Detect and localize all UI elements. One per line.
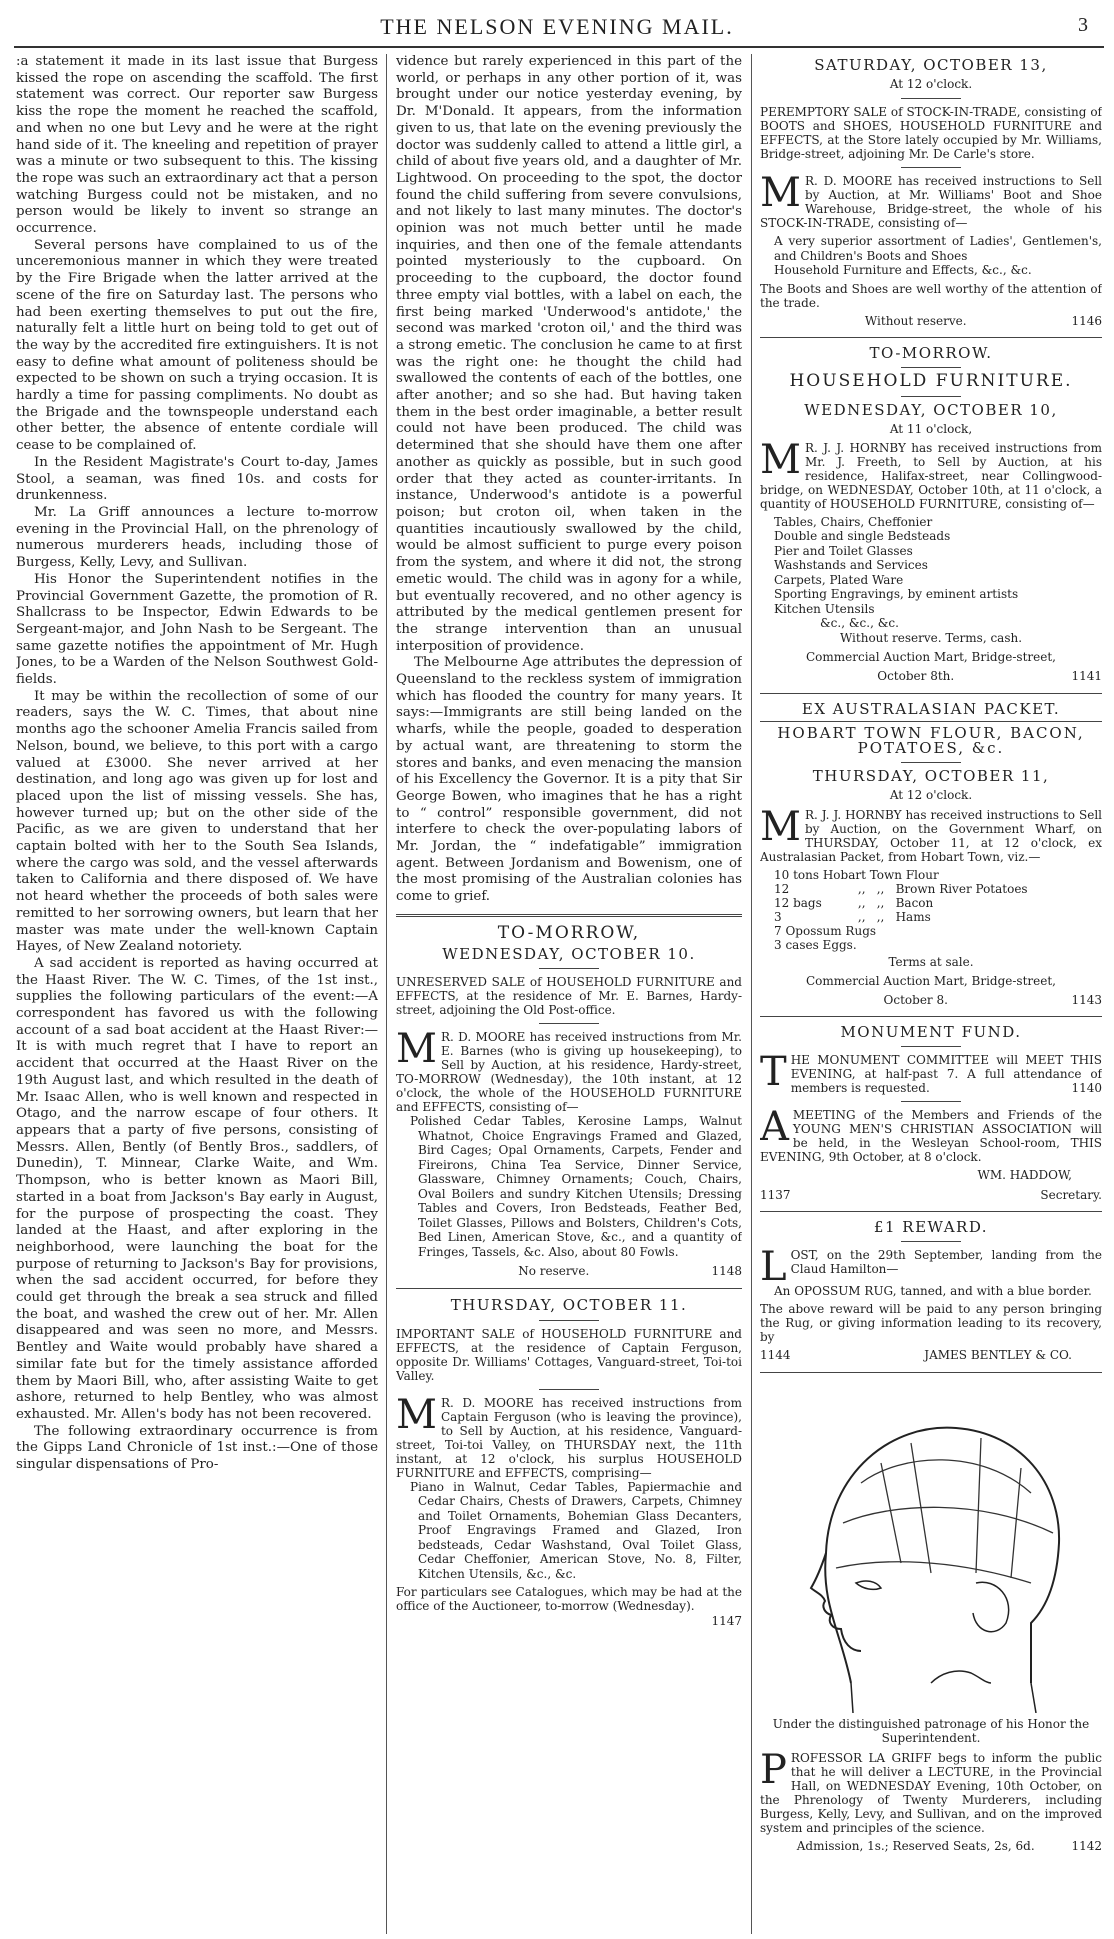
- advert-number: 1137: [760, 1187, 791, 1202]
- advert-item: Carpets, Plated Ware: [774, 572, 904, 587]
- advert-note: The Boots and Shoes are well worthy of the attention of the trade.: [760, 281, 1102, 310]
- news-paragraph: Mr. La Griff announces a lecture to-morrow evening in the Provincial Hall, on the phrenology of numerous murderers heads, including those of Burgess, Kelly, Levy, and Sullivan.: [16, 504, 378, 571]
- advert-dated: October 8th.: [877, 669, 955, 684]
- advert-ymca-meeting: [760, 1104, 1102, 1202]
- news-paragraph: His Honor the Superintendent notifies in the Provincial Government Gazette, the promotion of R. Shallcrass to be Inspector, Edwin Edwards to be Sergeant-major, and John Nash to be Sergeant. The same gazette notifies the appointment of Mr. Hugh Jones, to be a Warden of the Nelson Southwest Gold-fields.: [16, 571, 378, 688]
- table-row: [774, 938, 1102, 952]
- advert-ferguson-sale: [396, 1297, 742, 1630]
- drop-cap: L: [760, 1243, 787, 1290]
- advert-date: THURSDAY, OCTOBER 11,: [812, 767, 1050, 786]
- section-rule: [760, 1016, 1102, 1017]
- table-cell: Bacon: [895, 895, 934, 910]
- advert-household-furniture: [760, 346, 1102, 684]
- advert-date: THURSDAY, OCTOBER 11.: [450, 1295, 688, 1314]
- advert-body: R. J. J. HORNBY has received instructions to Sell by Auction, on the Government Wharf, on THURSDAY, October 11, at 12 o'clock, ex Australasian Packet, from Hobart Town, viz.—: [760, 807, 1102, 864]
- phrenology-head-illustration: [781, 1383, 1081, 1713]
- section-rule: [760, 1211, 1102, 1212]
- advert-heading: MONUMENT FUND.: [840, 1023, 1022, 1042]
- advert-item: A very superior assortment of Ladies', Gentlemen's, and Children's Boots and Shoes: [774, 234, 1102, 263]
- short-rule: [539, 1320, 599, 1321]
- advert-reward: [760, 1217, 1102, 1364]
- advert-time: At 12 o'clock.: [889, 788, 973, 803]
- section-rule: [760, 721, 1102, 722]
- table-row: [774, 910, 1102, 924]
- section-rule: [396, 914, 742, 917]
- advert-note: The above reward will be paid to any person bringing the Rug, or giving information leading to its recovery, by: [760, 1302, 1102, 1345]
- advert-item: Sporting Engravings, by eminent artists: [774, 587, 1019, 602]
- table-row: [774, 882, 1102, 896]
- advert-terms: Terms at sale.: [888, 954, 974, 969]
- table-cell: Hams: [895, 909, 931, 924]
- admission-prices: Admission, 1s.; Reserved Seats, 2s, 6d.: [796, 1838, 1035, 1853]
- advert-body: R. J. J. HORNBY has received instructions from Mr. J. Freeth, to Sell by Auction, at his residence, Halifax-street, near Collingwood-bridge, on WEDNESDAY, October 10th, at 11 o'clock, a quantity of HOUSEHOLD FURNITURE, consisting of—: [760, 440, 1102, 511]
- advert-footer: [760, 993, 1102, 1008]
- column-divider: [751, 54, 752, 1934]
- drop-cap: P: [760, 1746, 787, 1793]
- advert-item: Household Furniture and Effects, &c., &c.: [774, 263, 1032, 278]
- advert-number: 1146: [1071, 313, 1102, 328]
- news-paragraph: It may be within the recollection of some of our readers, says the W. C. Times, that about nine months ago the schooner Amelia Francis sailed from Nelson, bound, we believe, to this port with a cargo valued at £3000. She never arrived at her destination, and long ago was given up for lost and placed upon the list of missing vessels. She has, however turned up; but on the other side of the Pacific, as we are given to understand that her captain bolted with her to the South Sea Islands, where the cargo was sold, and the vessel afterwards taken to California and there disposed of. We have not heard whether the proceeds of both sales were remitted to her sorrowing owners, but learn that her master was mate under the well-known Captain Hayes, of New Zealand notoriety.: [16, 688, 378, 955]
- short-rule: [539, 1023, 599, 1024]
- illustration-caption: Under the distinguished patronage of his Honor the Superintendent.: [772, 1716, 1090, 1745]
- advert-body: MEETING of the Members and Friends of the YOUNG MEN'S CHRISTIAN ASSOCIATION will be held, in the Wesleyan School-room, THIS EVENING, 9th October, at 8 o'clock.: [760, 1108, 1102, 1165]
- advert-footer: [760, 1839, 1102, 1854]
- advert-footer: [760, 669, 1102, 684]
- short-rule: [539, 1389, 599, 1390]
- advert-terms: Without reserve. Terms, cash.: [839, 630, 1023, 645]
- advert-number: 1144: [760, 1348, 791, 1363]
- table-cell: 3 cases Eggs.: [774, 937, 857, 952]
- table-cell: 7 Opossum Rugs: [774, 923, 877, 938]
- advert-number: 1143: [1071, 992, 1102, 1007]
- advert-role: Secretary.: [1040, 1187, 1102, 1202]
- advert-phrenology-lecture: [760, 1383, 1102, 1854]
- advert-date: WEDNESDAY, OCTOBER 10,: [804, 400, 1058, 419]
- advert-lead: PEREMPTORY SALE of STOCK-IN-TRADE, consisting of BOOTS and SHOES, HOUSEHOLD FURNITURE and EFFECTS, at the Store lately occupied by Mr. Williams, Bridge-street, adjoining Mr. De Carle's store.: [760, 105, 1102, 162]
- advert-lead: IMPORTANT SALE of HOUSEHOLD FURNITURE and EFFECTS, at the residence of Captain Ferguson, opposite Dr. Williams' Cottages, Vanguard-street, Toi-toi Valley.: [396, 1326, 742, 1383]
- table-cell: Brown River Potatoes: [895, 881, 1028, 896]
- advert-place: Commercial Auction Mart, Bridge-street,: [805, 973, 1056, 988]
- advert-number: 1142: [1071, 1838, 1102, 1853]
- advert-title: HOBART TOWN FLOUR, BACON, POTATOES, &c.: [777, 723, 1085, 757]
- table-row: [774, 868, 1102, 882]
- news-paragraph: vidence but rarely experienced in this part of the world, or perhaps in any other portion of it, was brought under our notice yesterday evening, by Dr. M'Donald. It appears, from the information given to us, that late on the evening previously the doctor was suddenly called to attend a little girl, a child of about five years old, and a daughter of Mr. Lightwood. On proceeding to the spot, the doctor found the child suffering from severe convulsions, and not likely to last many minutes. The doctor's opinion was not much better until he made inquiries, and then one of the female attendants pointed mysteriously to the cupboard. On proceeding to the cupboard, the doctor found three empty vial bottles, with a label on each, the first being marked 'Underwood's antidote,' the second was marked 'croton oil,' and the third was a strong emetic. The conclusion he came to at first was the right one: he thought the child had swallowed the contents of each of the bottles, one after another; and so she had. But having taken them in the best order imaginable, a better result could not have been produced. The child was determined that she should have them one after another as quickly as possible, but in such good order that they acted as counter-irritants. In instance, Underwood's antidote is a powerful poison; but croton oil, when taken in the quantities incautiously swallowed by the child, would be almost sufficient to purge every poison from the system, and where it did not, the strong emetic would. The child was in agony for a while, but eventually recovered, and no other agency is attributed by the medical gentlemen present for the strange intervention than an unusual interposition of providence.: [396, 54, 742, 654]
- advert-body: R. D. MOORE has received instructions from Mr. E. Barnes (who is giving up housekeeping), to Sell by Auction, at his residence, Hardy-street, TO-MORROW (Wednesday), the 10th instant, at 12 o'clock, the whole of the HOUSEHOLD FURNITURE and EFFECTS, consisting of—: [396, 1030, 742, 1115]
- advert-number: 1140: [1071, 1081, 1102, 1096]
- advert-item: Kitchen Utensils: [774, 601, 875, 616]
- advert-column: [760, 54, 1102, 1932]
- advert-date: SATURDAY, OCTOBER 13,: [814, 56, 1048, 74]
- masthead: [0, 0, 1114, 44]
- news-paragraph: The Melbourne Age attributes the depression of Queensland to the reckless system of immigration which has flooded the country for many years. It says:—Immigrants are still being landed on the wharfs, while the people, goaded to desperation by actual want, are threatening to storm the stores and banks, and even menacing the mansion of his Excellency the Governor. It is a pity that Sir George Bowen, who imagines that he has a right to “ control” responsible government, did not interfere to check the over-populating labors of Mr. Jordan, the “ indefatigable” immigration agent. Between Jordanism and Bowenism, one of the most promising of the Australian colonies has come to grief.: [396, 655, 742, 905]
- advert-date: WEDNESDAY, OCTOBER 10.: [442, 944, 696, 963]
- advert-monument-fund: [760, 1025, 1102, 1095]
- advert-item: &c., &c., &c.: [820, 616, 899, 631]
- advert-signer: JAMES BENTLEY & CO.: [924, 1348, 1072, 1363]
- section-rule: [760, 1372, 1102, 1373]
- drop-cap: M: [396, 1026, 437, 1073]
- advert-item: Washstands and Services: [774, 558, 928, 573]
- news-paragraph: A sad accident is reported as having occurred at the Haast River. The W. C. Times, of the 1st inst., supplies the following particulars of the event:—A correspondent has favored us with the following account of a sad boat accident at the Haast River:—It is with much regret that I have to report an accident that occurred at the Haast River on the 19th August last, and which resulted in the death of Mr. Isaac Allen, who is well known and respected in Otago, and the narrow escape of four others. It appears that a party of five persons, consisting of Messrs. Allen, Bently (of Bently Bros., saddlers, of Dunedin), T. Minnear, Clarke Waite, and Wm. Thompson, who is better known as Maori Bill, started in a boat from Jackson's Bay early in August, for the purpose of prospecting the coast. They landed at the Haast, and after exploring in the neighborhood, were launching the boat for the purpose of returning to Jackson's Bay for provisions, when the sad accident occurred, for before they could get through the break a sea struck and filled the boat, and washed the crew out of her. Mr. Allen disappeared and was seen no more, and Messrs. Bentley and Waite would probably have shared a similar fate but for the timely assistance afforded them by Maori Bill, who, after assisting Waite to get ashore, returned to help Bentley, who was almost exhausted. Mr. Allen's body has not been recovered.: [16, 955, 378, 1422]
- advert-item: Tables, Chairs, Cheffonier: [774, 514, 933, 529]
- advert-body: R. D. MOORE has received instructions from Captain Ferguson (who is leaving the province), to Sell by Auction, at his residence, Vanguard-street, Toi-toi Valley, on THURSDAY next, the 11th instant, at 12 o'clock, his surplus HOUSEHOLD FURNITURE and EFFECTS, comprising—: [396, 1395, 742, 1480]
- advert-heading: TO-MORROW,: [497, 922, 641, 943]
- drop-cap: M: [760, 170, 801, 217]
- advert-footer: [760, 1348, 1102, 1363]
- advert-body: HE MONUMENT COMMITTEE will MEET THIS EVENING, at half-past 7. A full attendance of members is requested.: [790, 1053, 1102, 1096]
- advert-lead: UNRESERVED SALE of HOUSEHOLD FURNITURE and EFFECTS, at the residence of Mr. E. Barnes, Hardy-street, adjoining the Old Post-office.: [396, 975, 742, 1018]
- table-cell: 3: [774, 909, 782, 924]
- news-column-1: [16, 54, 378, 1932]
- advert-title: HOUSEHOLD FURNITURE.: [789, 371, 1073, 392]
- masthead-rule: [14, 46, 1104, 48]
- advert-item: An OPOSSUM RUG, tanned, and with a blue border.: [774, 1283, 1092, 1298]
- advert-time: At 11 o'clock,: [889, 421, 973, 436]
- drop-cap: M: [760, 803, 801, 850]
- drop-cap: M: [396, 1391, 437, 1438]
- news-column-2: [396, 54, 742, 1932]
- advert-body: ROFESSOR LA GRIFF begs to inform the public that he will deliver a LECTURE, in the Provincial Hall, on WEDNESDAY Evening, 10th October, on the Phrenology of Twenty Murderers, including Burgess, Kelly, Levy, and Sullivan, and on the improved system and principles of the science.: [760, 1750, 1102, 1835]
- short-rule: [901, 1241, 961, 1242]
- advert-number: 1141: [1071, 669, 1102, 684]
- advert-heading: EX AUSTRALASIAN PACKET.: [801, 699, 1061, 718]
- advert-item: Pier and Toilet Glasses: [774, 543, 913, 558]
- advert-heading: TO-MORROW.: [869, 344, 993, 363]
- table-cell: 10 tons Hobart Town Flour: [774, 867, 939, 882]
- reserve-note: No reserve.: [518, 1264, 590, 1279]
- news-paragraph: In the Resident Magistrate's Court to-day, James Stool, a seaman, was fined 10s. and costs for drunkenness.: [16, 454, 378, 504]
- advert-heading: £1 REWARD.: [873, 1217, 989, 1236]
- advert-foot-note: For particulars see Catalogues, which may be had at the office of the Auctioneer, to-morrow (Wednesday).: [396, 1585, 742, 1614]
- short-rule: [901, 98, 961, 99]
- news-paragraph: The following extraordinary occurrence is from the Gipps Land Chronicle of 1st inst.:—One of those singular dispensations of Pro-: [16, 1423, 378, 1473]
- short-rule: [539, 968, 599, 969]
- advert-number: 1147: [711, 1614, 742, 1629]
- table-row: [774, 896, 1102, 910]
- short-rule: [901, 762, 961, 763]
- advert-items: Polished Cedar Tables, Kerosine Lamps, Walnut Whatnot, Choice Engravings Framed and Glazed, Bird Cages; Opal Ornaments, Carpets, Fender and Fireirons, China Tea Service, Dinner Service, Glassware, Chimney Ornaments; Couch, Chairs, Oval Boilers and sundry Kitchen Utensils; Dressing Tables and Covers, Iron Bedsteads, Feather Bed, Toilet Glasses, Pillows and Bolsters, Children's Cots, Bed Linen, American Stove, &c., and a quantity of Fringes, Tassels, &c. Also, about 80 Fowls.: [410, 1114, 742, 1259]
- short-rule: [901, 1046, 961, 1047]
- table-cell: ,,: [857, 881, 866, 896]
- advert-hobart-flour: [760, 699, 1102, 1009]
- table-cell: ,,: [876, 881, 885, 896]
- advert-barnes-sale: [396, 922, 742, 1280]
- section-rule: [760, 337, 1102, 338]
- short-rule: [901, 367, 961, 368]
- column-divider: [386, 54, 387, 1934]
- section-rule: [760, 693, 1102, 694]
- advert-footer: [760, 314, 1102, 329]
- reserve-note: Without reserve.: [864, 313, 967, 328]
- advert-signer: WM. HADDOW,: [977, 1168, 1072, 1183]
- drop-cap: A: [760, 1104, 789, 1151]
- table-cell: ,,: [857, 909, 866, 924]
- page-number: 3: [1078, 14, 1088, 36]
- news-paragraph: Several persons have complained to us of the unceremonious manner in which they were treated by the Fire Brigade when the latter arrived at the scene of the fire on Saturday last. The persons who had been exerting themselves to put out the fire, naturally felt a little hurt on being told to get out of the way by the accredited fire extinguishers. It is not easy to define what amount of politeness should be expected to be shown on such a trying occasion. It is hardly a time for passing compliments. No doubt as the Brigade and the townspeople understand each other better, the absence of entente cordiale will cease to be complained of.: [16, 237, 378, 454]
- short-rule: [901, 1101, 961, 1102]
- table-cell: 12: [774, 881, 790, 896]
- goods-table: [774, 868, 1102, 952]
- drop-cap: T: [760, 1049, 787, 1096]
- newspaper-title: THE NELSON EVENING MAIL.: [380, 14, 734, 39]
- advert-body: OST, on the 29th September, landing from the Claud Hamilton—: [790, 1247, 1102, 1276]
- news-paragraph: :a statement it made in its last issue that Burgess kissed the rope on ascending the scaffold. The first statement was correct. Our reporter saw Burgess kiss the rope the moment he reached the scaffold, and when no one but Levy and he were at the right hand side of it. The kneeling and repetition of prayer was a minute or two subsequent to this. The kissing the rope was such an extraordinary act that a person watching Burgess could not be mistaken, and no person would be likely to invent so strange an occurrence.: [16, 54, 378, 237]
- table-cell: ,,: [876, 895, 885, 910]
- advert-items: Piano in Walnut, Cedar Tables, Papiermachie and Cedar Chairs, Chests of Drawers, Carpets, Chimney and Toilet Ornaments, Bohemian Glass Decanters, Proof Engravings Framed and Glazed, Iron bedsteads, Cedar Washstand, Oval Toilet Glass, Cedar Cheffonier, American Stove, No. 8, Filter, Kitchen Utensils, &c., &c.: [410, 1479, 742, 1581]
- section-rule: [396, 1288, 742, 1289]
- advert-stock-sale: [760, 58, 1102, 329]
- advert-place: Commercial Auction Mart, Bridge-street,: [805, 650, 1056, 665]
- table-cell: 12 bags: [774, 895, 822, 910]
- advert-time: At 12 o'clock.: [889, 77, 973, 92]
- advert-footer: [760, 1188, 1102, 1203]
- table-cell: ,,: [857, 895, 866, 910]
- advert-dated: October 8.: [883, 992, 948, 1007]
- advert-footer: [396, 1263, 742, 1280]
- table-cell: ,,: [876, 909, 885, 924]
- advert-body: R. D. MOORE has received instructions to Sell by Auction, at Mr. Williams' Boot and Shoe Warehouse, Bridge-street, the whole of his STOCK-IN-TRADE, consisting of—: [760, 174, 1102, 231]
- short-rule: [901, 396, 961, 397]
- advert-item: Double and single Bedsteads: [774, 529, 951, 544]
- advert-number: 1148: [711, 1264, 742, 1279]
- drop-cap: M: [760, 436, 801, 483]
- table-row: [774, 924, 1102, 938]
- short-rule: [901, 167, 961, 168]
